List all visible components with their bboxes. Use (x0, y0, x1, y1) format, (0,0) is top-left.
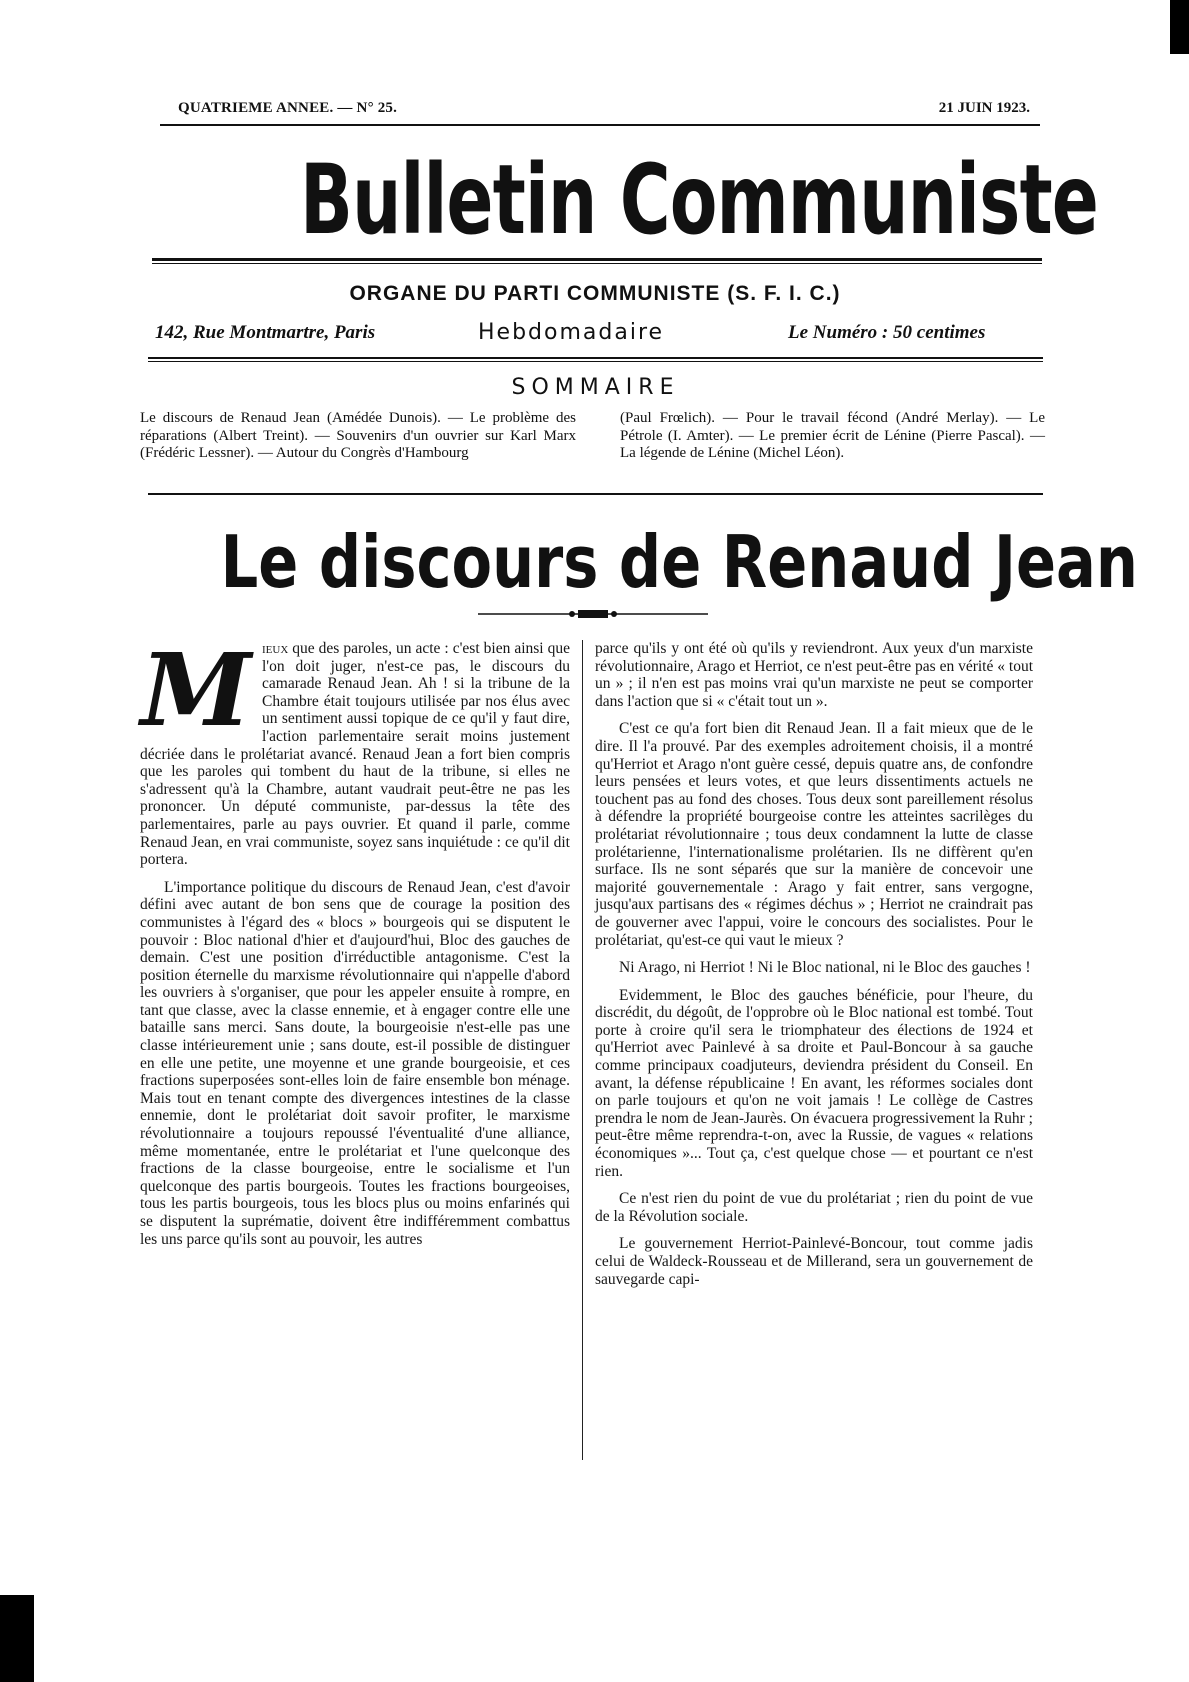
article-paragraph: parce qu'ils y ont été où qu'ils y reviendront. Aux yeux d'un marxiste révolutionnaire, Arago et Herriot, ce n'est peut-être pas en vérité « tout un » ; il n'en est pas moins vrai qu'un marxiste ne peut se comporter dans l'action que si « c'était tout un ». (595, 640, 1033, 710)
ornament-divider (478, 606, 708, 622)
masthead (145, 144, 1099, 256)
sommaire-rule (148, 357, 1043, 359)
masthead-title: Bulletin Communiste (300, 144, 1099, 256)
scan-edge-mark (1170, 0, 1189, 54)
lead-word: ieux (262, 640, 289, 657)
column-separator (582, 640, 583, 1460)
sommaire-bottom-rule (148, 493, 1043, 495)
article-paragraph: C'est ce qu'a fort bien dit Renaud Jean. Il a fait mieux que de le dire. Il l'a prouvé. Par des exemples adroitement choisis, il a montré qu'Herriot et Arago n'ont guère cessé, depuis quatre ans, de confondre leurs pensées et leurs votes, et que leurs dissentiments actuels ne touchent pas au fond des choses. Tous deux sont pareillement résolus à défendre la propriété bourgeoise contre les atteintes sacrilèges du prolétariat révolutionnaire ; tous deux condamnent la lutte de classe prolétarienne, l'internationalisme prolétarien. Ils ne diffèrent qu'en surface. Ils ne sont séparés que sur la manière de concevoir une majorité gouvernementale : Arago y fait entrer, sans vergogne, jusqu'aux partisans des « régimes déchus » ; Herriot ne craindrait pas de gouverner avec l'appui, voire le concours des socialistes. Pour le prolétariat, qu'est-ce qui vaut le mieux ? (595, 720, 1033, 949)
article-column-right (595, 640, 1033, 1298)
frequency: Hebdomadaire (478, 320, 665, 345)
scan-edge-mark-bottom (0, 1595, 34, 1682)
article-paragraph: L'importance politique du discours de Renaud Jean, c'est d'avoir défini avec autant de bon sens que de courage la position des communistes à l'égard des « blocs » bourgeois qui se disputent le pouvoir : Bloc national d'hier et d'aujourd'hui, Bloc des gauches de demain. C'est une position d'irréductible antagonisme. C'est la position éternelle du marxisme révolutionnaire qui n'appelle d'abord les ouvriers à s'organiser, que pour les appeler ensuite à rompre, en tant que classe, avec la classe ennemie, et à engager contre elle une bataille sans merci. Sans doute, la bourgeoisie n'est-elle pas une classe intérieurement unie ; sans doute, est-il possible de distinguer en elle une petite, une moyenne et une grande bourgeoisie, et ces fractions superposées sont-elles loin de faire ensemble bon ménage. Mais tout en tenant compte des divergences intestines de la classe ennemie, dont le prolétariat doit savoir profiter, le marxisme révolutionnaire a toujours repoussé l'éventualité d'une alliance, même momentanée, entre le prolétariat et l'une quelconque des fractions de la classe bourgeoise, entre le socialisme et l'un quelconque des partis bourgeois. Toutes les fractions bourgeoises, tous les partis bourgeois, tous les blocs plus ou moins enfarinés qui se disputent la suprématie, doivent être indifféremment combattus les uns parce qu'ils sont au pouvoir, les autres (140, 878, 570, 1248)
top-rule (160, 124, 1040, 126)
article-paragraph: Ni Arago, ni Herriot ! Ni le Bloc national, ni le Bloc des gauches ! (619, 959, 1031, 977)
paragraph-text: que des paroles, un acte : c'est bien ainsi que l'on doit juger, n'est-ce pas, le discours du camarade Renaud Jean. Ah ! si la tribune de la Chambre était toujours utilisée par nos élus avec un sentiment aussi topique de ce qu'il y faut dire, l'action parlementaire serait moins justement décriée dans le prolétariat avancé. Renaud Jean a fort bien compris que les paroles qui tombent du haut de la tribune, si elles ne s'adressent qu'à la Chambre, autant vaudrait peut-être ne pas les prononcer. Un député communiste, par-dessus la tête des parlementaires, parle au pays ouvrier. Et quand il parle, comme Renaud Jean, en vrai communiste, soyez sans inquiétude : ce qu'il dit portera. (140, 640, 570, 869)
article-paragraph: Evidemment, le Bloc des gauches bénéficie, pour l'heure, du discrédit, du dégoût, de l'opprobre où le Bloc national est tombé. Tout porte à croire qu'il sera le triomphateur des élections de 1924 et qu'Herriot avec Painlevé à sa droite et Paul-Boncour à sa gauche comme principaux coadjuteurs, deviendra président du Conseil. En avant, la défense républicaine ! En avant, les réformes sociales dont on parle toujours et qu'on ne voit jamais ! Le collège de Castres prendra le nom de Jean-Jaurès. On évacuera progressivement la Ruhr ; peut-être même reprendra-t-on, avec la Russie, de vagues « relations économiques »... Tout ça, c'est quelque chose — et pourtant ce n'est rien. (595, 986, 1033, 1180)
headline-text: Le discours de Renaud Jean (220, 520, 1138, 604)
masthead-rule-thin (152, 263, 1042, 264)
sommaire-right: (Paul Frœlich). — Pour le travail fécond (André Merlay). — Le Pétrole (I. Amter). — Le premier écrit de Lénine (Pierre Pascal). — La légende de Lénine (Michel Léon). (620, 410, 1045, 461)
article-column-left (140, 631, 570, 1258)
issue-line (160, 100, 1030, 122)
dropcap: M (140, 631, 252, 749)
organ-line: ORGANE DU PARTI COMMUNISTE (S. F. I. C.) (349, 282, 841, 305)
article-paragraph: Ce n'est rien du point de vue du prolétariat ; rien du point de vue de la Révolution sociale. (595, 1190, 1033, 1225)
article-paragraph: Le gouvernement Herriot-Painlevé-Boncour, tout comme jadis celui de Waldeck-Rousseau et de Millerand, sera un gouvernement de sauvegarde capi- (595, 1235, 1033, 1288)
article-paragraph (140, 631, 570, 869)
issue-number: QUATRIEME ANNEE. — N° 25. (178, 100, 398, 116)
price: Le Numéro : 50 centimes (788, 322, 986, 343)
masthead-rule (152, 258, 1042, 261)
sommaire-rule-thin (148, 361, 1043, 362)
issue-date: 21 JUIN 1923. (938, 100, 1030, 116)
sommaire-title: SOMMAIRE (511, 375, 680, 400)
article-headline (120, 520, 1138, 604)
address: 142, Rue Montmartre, Paris (155, 322, 376, 343)
sommaire-left: Le discours de Renaud Jean (Amédée Dunois). — Le problème des réparations (Albert Treint). — Souvenirs d'un ouvrier sur Karl Marx (Frédéric Lessner). — Autour du Congrès d'Hambourg (140, 410, 576, 461)
